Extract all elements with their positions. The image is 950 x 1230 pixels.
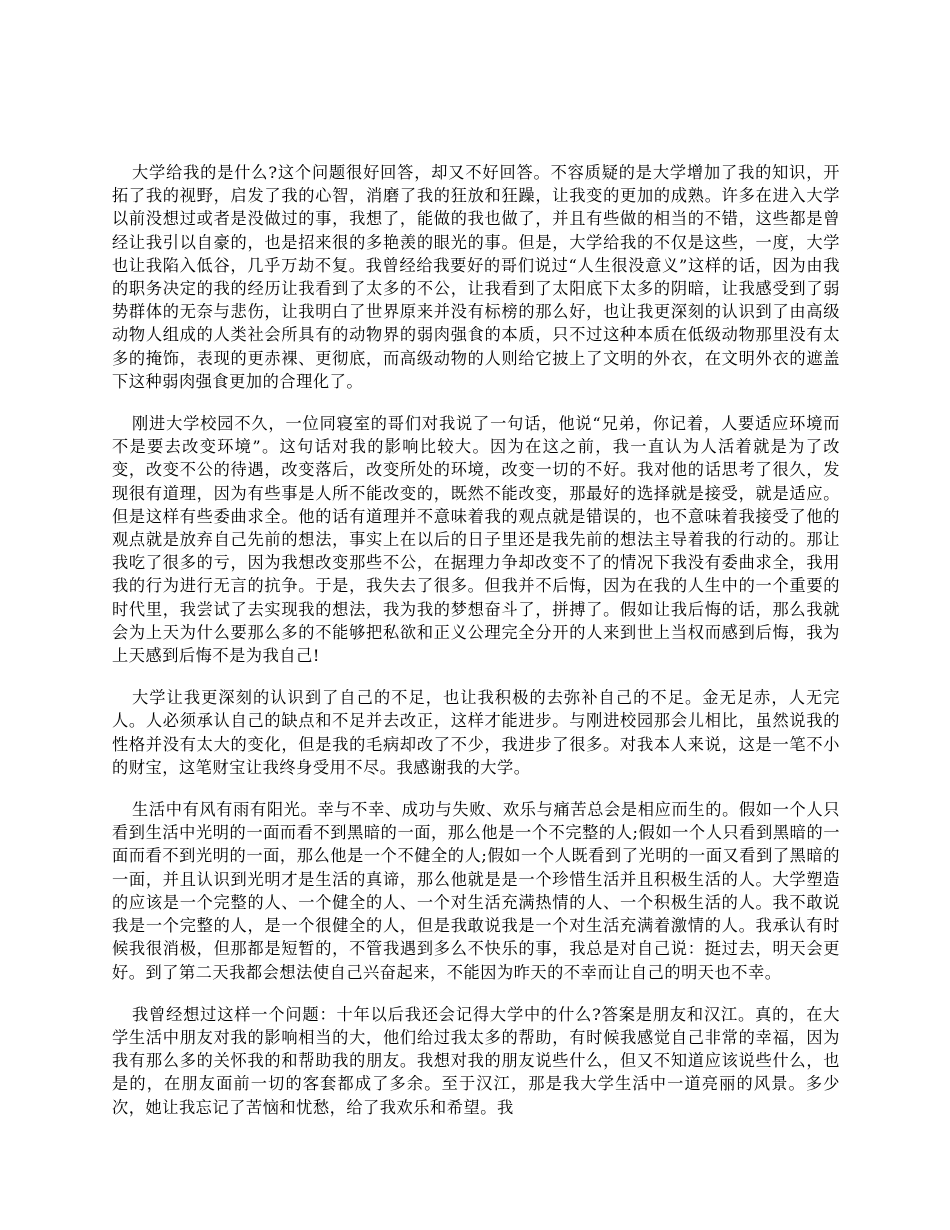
paragraph: 生活中有风有雨有阳光。幸与不幸、成功与失败、欢乐与痛苦总会是相应而生的。假如一个人只看到生活中光明的一面而看不到黑暗的一面，那么他是一个不完整的人;假如一个人只看到黑暗的一面而看不到光明的一面，那么他是一个不健全的人;假如一个人既看到了光明的一面又看到了黑暗的一面，并且认识到光明才是生活的真谛，那么他就是是一个珍惜生活并且积极生活的人。大学塑造的应该是一个完整的人、一个健全的人、一个对生活充满热情的人、一个积极生活的人。我不敢说我是一个完整的人，是一个很健全的人，但是我敢说我是一个对生活充满着激情的人。我承认有时候我很消极，但那都是短暂的，不管我遇到多么不快乐的事，我总是对自己说：挺过去，明天会更好。到了第二天我都会想法使自己兴奋起来，不能因为昨天的不幸而让自己的明天也不幸。 [112, 800, 840, 982]
paragraph: 大学给我的是什么?这个问题很好回答，却又不好回答。不容质疑的是大学增加了我的知识，开拓了我的视野，启发了我的心智，消磨了我的狂放和狂躁，让我变的更加的成熟。许多在进入大学以前没想过或者是没做过的事，我想了，能做的我也做了，并且有些做的相当的不错，这些都是曾经让我引以自豪的，也是招来很的多艳羡的眼光的事。但是，大学给我的不仅是这些，一度，大学也让我陷入低谷，几乎万劫不复。我曾经给我要好的哥们说过“人生很没意义”这样的话，因为由我的职务决定的我的经历让我看到了太多的不公，让我看到了太阳底下太多的阴暗，让我感受到了弱势群体的无奈与悲伤，让我明白了世界原来并没有标榜的那么好，也让我更深刻的认识到了由高级动物人组成的人类社会所具有的动物界的弱肉强食的本质，只不过这种本质在低级动物那里没有太多的掩饰，表现的更赤裸、更彻底，而高级动物的人则给它披上了文明的外衣，在文明外衣的遮盖下这种弱肉强食更加的合理化了。 [112, 163, 840, 391]
document-body [112, 161, 840, 1138]
paragraph: 我曾经想过这样一个问题：十年以后我还会记得大学中的什么?答案是朋友和汉江。真的，在大学生活中朋友对我的影响相当的大，他们给过我太多的帮助，有时候我感觉自己非常的幸福，因为我有那么多的关怀我的和帮助我的朋友。我想对我的朋友说些什么，但又不知道应该说些什么，也是的，在朋友面前一切的客套都成了多余。至于汉江，那是我大学生活中一道亮丽的风景。多少次，她让我忘记了苦恼和忧愁，给了我欢乐和希望。我 [112, 1004, 840, 1117]
paragraph: 大学让我更深刻的认识到了自己的不足，也让我积极的去弥补自己的不足。金无足赤，人无完人。人必须承认自己的缺点和不足并去改正，这样才能进步。与刚进校园那会儿相比，虽然说我的性格并没有太大的变化，但是我的毛病却改了不少，我进步了很多。对我本人来说，这是一笔不小的财宝，这笔财宝让我终身受用不尽。我感谢我的大学。 [112, 688, 840, 777]
paragraph: 刚进大学校园不久，一位同寝室的哥们对我说了一句话，他说“兄弟，你记着，人要适应环境而不是要去改变环境”。这句话对我的影响比较大。因为在这之前，我一直认为人活着就是为了改变，改变不公的待遇，改变落后，改变所处的环境，改变一切的不好。我对他的话思考了很久，发现很有道理，因为有些事是人所不能改变的，既然不能改变，那最好的选择就是接受，就是适应。但是这样有些委曲求全。他的话有道理并不意味着我的观点就是错误的，也不意味着我接受了他的观点就是放弃自己先前的想法，事实上在以后的日子里还是我先前的想法主导着我的行动的。那让我吃了很多的亏，因为我想改变那些不公，在据理力争却改变不了的情况下我没有委曲求全，我用我的行为进行无言的抗争。于是，我失去了很多。但我并不后悔，因为在我的人生中的一个重要的时代里，我尝试了去实现我的想法，我为我的梦想奋斗了，拼搏了。假如让我后悔的话，那么我就会为上天为什么要那么多的不能够把私欲和正义公理完全分开的人来到世上当权而感到后悔，我为上天感到后悔不是为我自己! [112, 414, 840, 666]
